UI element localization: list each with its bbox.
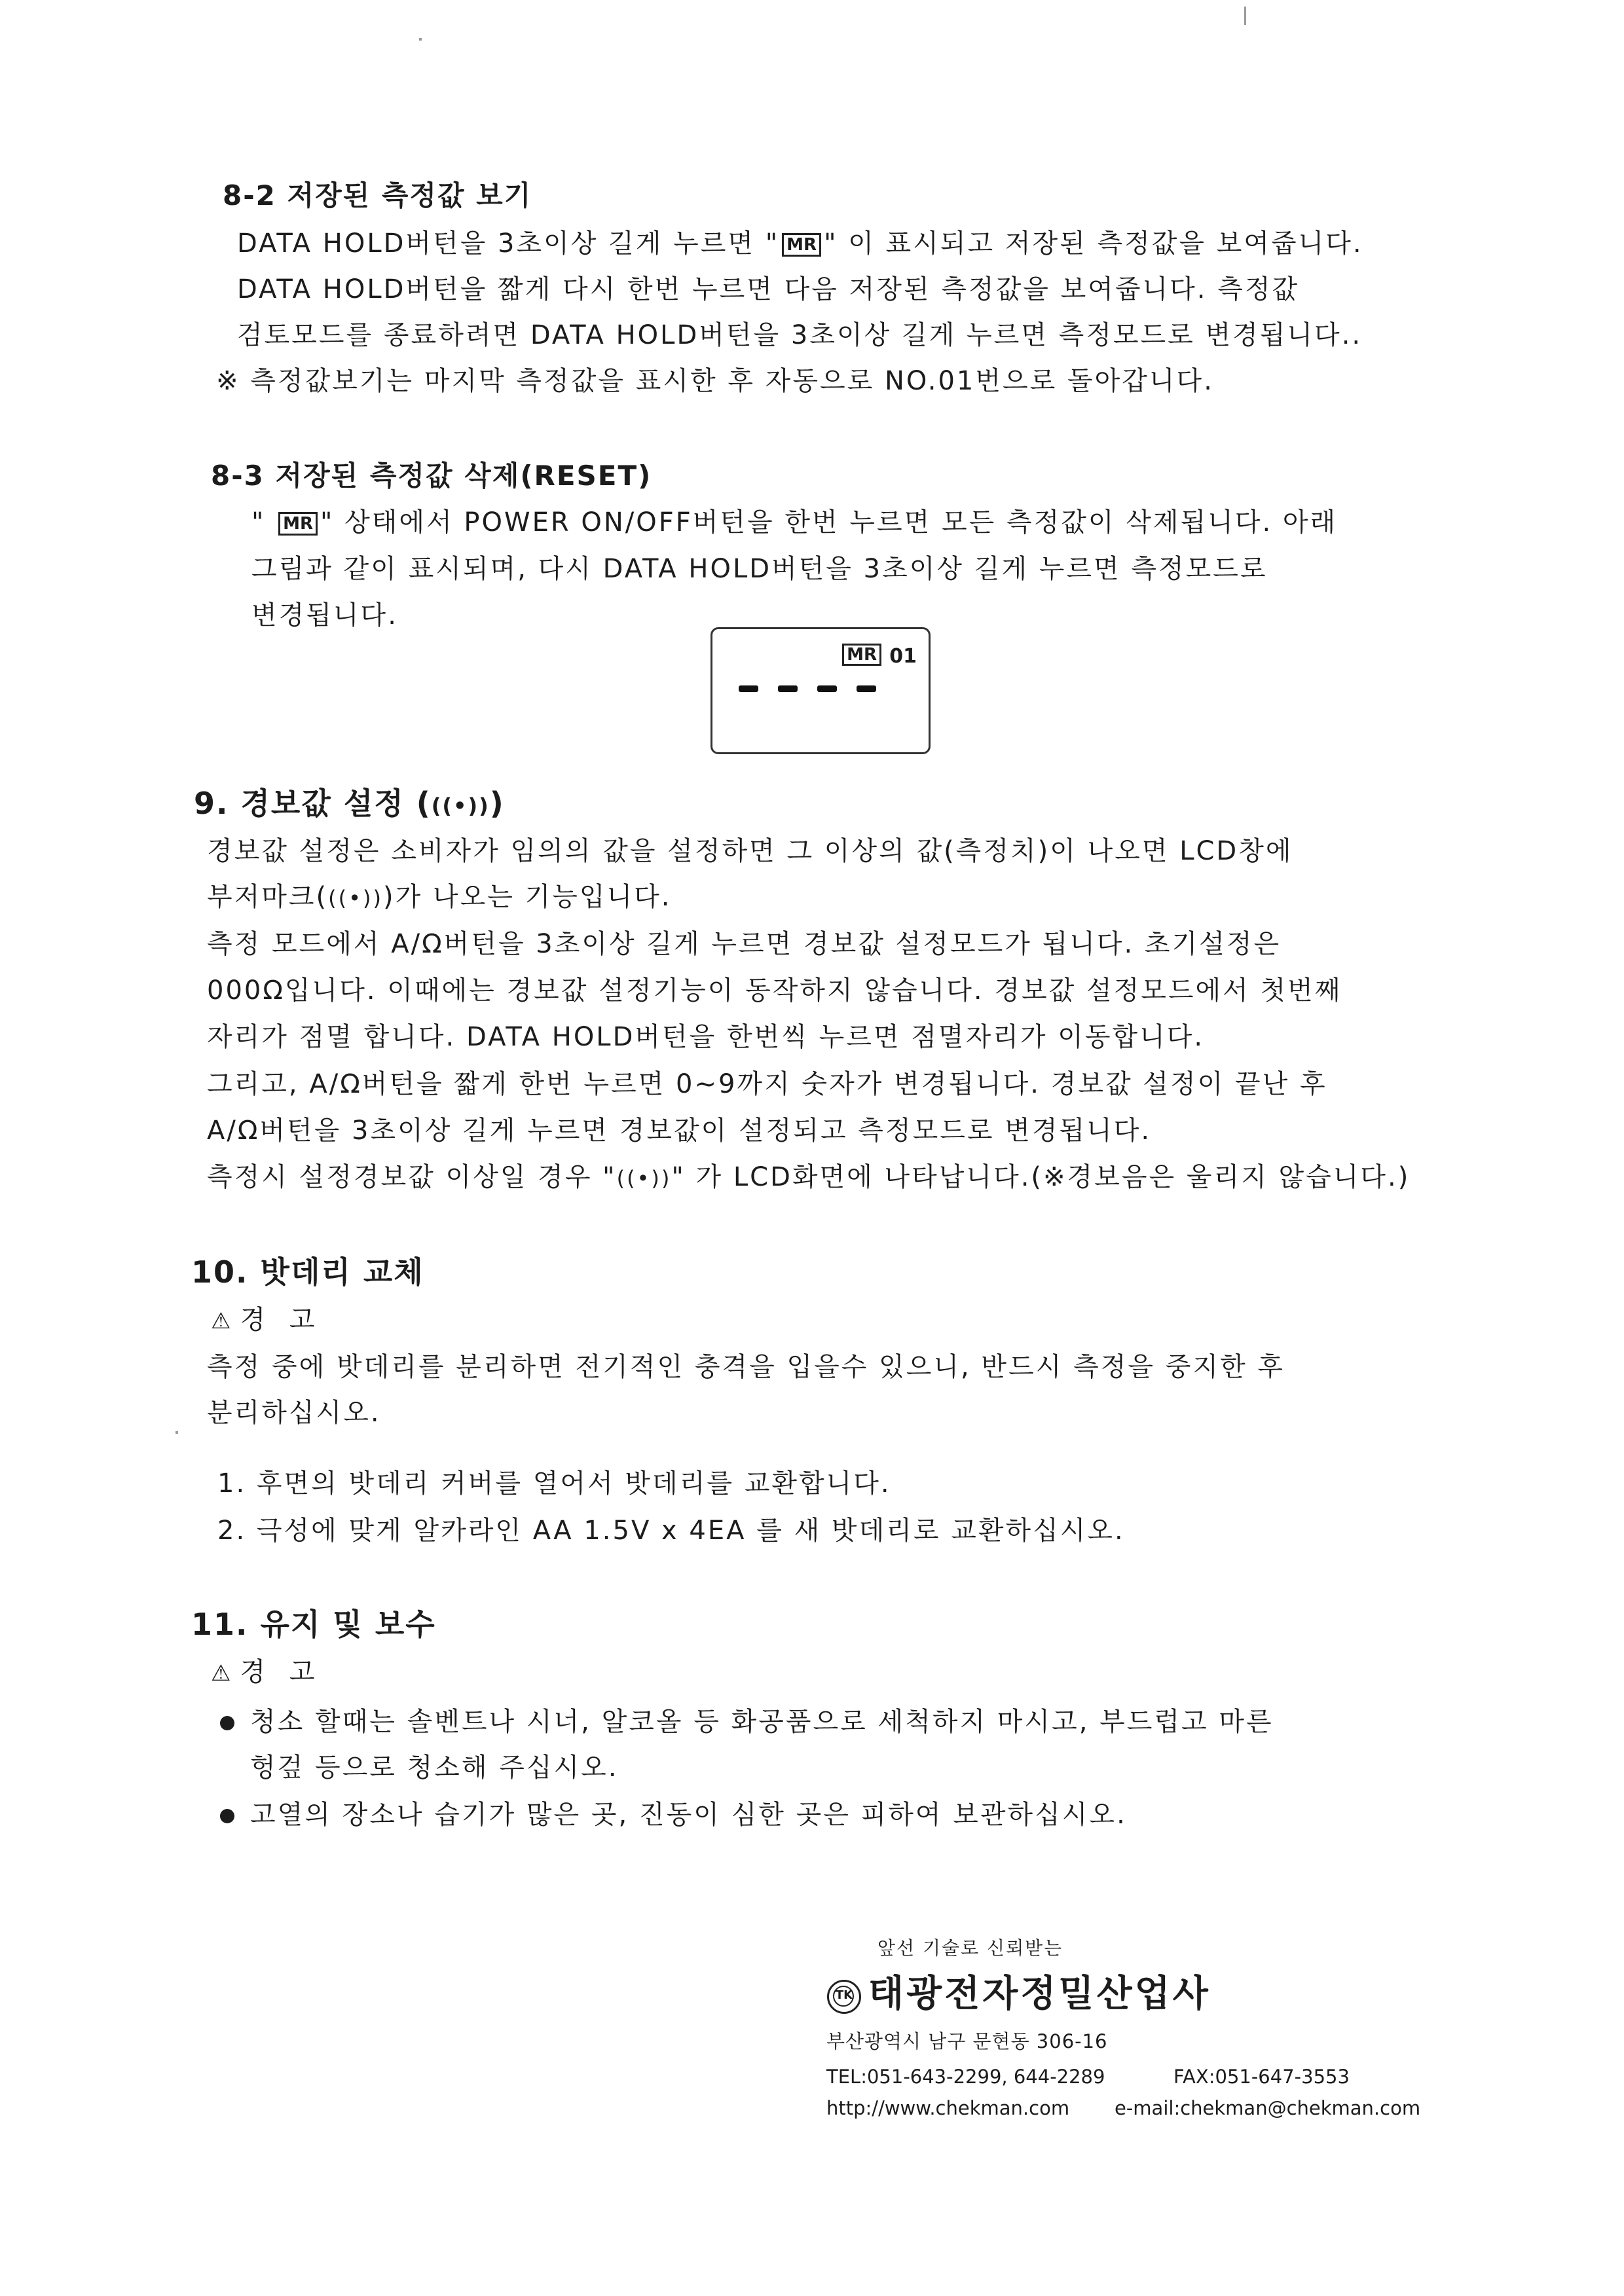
lcd-dash <box>739 685 758 692</box>
section-11-bullet-1 <box>220 1709 1274 1735</box>
lcd-mr-icon: MR <box>842 644 881 666</box>
line-text: 부저마크( <box>207 882 329 912</box>
logo-text: TK <box>835 1988 853 2002</box>
company-website[interactable]: http://www.chekman.com <box>826 2097 1070 2119</box>
company-name: 태광전자정밀산업사 <box>868 1973 1211 2015</box>
section-11-bullet-1-cont: 헝겊 등으로 청소해 주십시오. <box>250 1753 619 1783</box>
warning-label: 경 고 <box>240 1657 323 1687</box>
company-tel: TEL:051-643-2299, 644-2289 <box>826 2066 1105 2088</box>
section-11-bullet-2 <box>220 1802 1127 1828</box>
line-text: DATA HOLD버턴을 3초이상 길게 누르면 " <box>237 228 780 259</box>
section-9-title <box>194 786 505 821</box>
section-8-2-line-2: DATA HOLD버턴을 짧게 다시 한번 누르면 다음 저장된 측정값을 보여줍니다. 측정값 <box>237 274 1300 304</box>
section-8-3-title: 8-3 저장된 측정값 삭제(RESET) <box>211 460 652 492</box>
line-text: " 가 LCD화면에 나타납니다.(※경보음은 울리지 않습니다.) <box>671 1162 1411 1192</box>
buzzer-icon: ((•)) <box>328 886 383 911</box>
line-text: )가 나오는 기능입니다. <box>382 882 672 912</box>
section-8-2-note: ※ 측정값보기는 마지막 측정값을 표시한 후 자동으로 NO.01번으로 돌아갑니다. <box>216 366 1214 396</box>
section-10-step-1: 1. 후면의 밧데리 커버를 열어서 밧데리를 교환합니다. <box>217 1468 891 1499</box>
section-11-title: 11. 유지 및 보수 <box>191 1607 436 1642</box>
section-10-warning-line-2: 분리하십시오. <box>207 1398 381 1428</box>
company-logo-icon <box>827 1980 861 2014</box>
section-10-warning-line-1: 측정 중에 밧데리를 분리하면 전기적인 충격을 입을수 있으니, 반드시 측정을 중지한 후 <box>207 1352 1285 1382</box>
section-9-line-3: 측정 모드에서 A/Ω버턴을 3초이상 길게 누르면 경보값 설정모드가 됩니다. 초기설정은 <box>207 929 1282 959</box>
section-10-step-2: 2. 극성에 맞게 알카라인 AA 1.5V x 4EA 를 새 밧데리로 교환하십시오. <box>217 1516 1125 1546</box>
section-8-3-line-2: 그림과 같이 표시되며, 다시 DATA HOLD버턴을 3초이상 길게 누르면 측정모드로 <box>251 554 1268 584</box>
section-9-line-1: 경보값 설정은 소비자가 임의의 값을 설정하면 그 이상의 값(측정치)이 나오면 LCD창에 <box>207 836 1293 866</box>
section-10-warning <box>211 1307 322 1333</box>
mr-indicator-icon: MR <box>278 512 318 536</box>
bullet-icon <box>220 1809 234 1823</box>
lcd-dash <box>817 685 837 692</box>
buzzer-icon: ((•)) <box>616 1166 672 1191</box>
scan-speck <box>175 1431 178 1434</box>
line-text: " <box>251 507 276 538</box>
lcd-display-illustration <box>710 627 931 754</box>
mr-indicator-icon: MR <box>782 233 821 257</box>
line-text: 측정시 설정경보값 이상일 경우 " <box>207 1162 617 1192</box>
section-9-line-4: 000Ω입니다. 이때에는 경보값 설정기능이 동작하지 않습니다. 경보값 설정모드에서 첫번째 <box>207 975 1342 1006</box>
bullet-text: 고열의 장소나 습기가 많은 곳, 진동이 심한 곳은 피하여 보관하십시오. <box>250 1800 1127 1830</box>
title-text: 9. 경보값 설정 ( <box>194 786 432 821</box>
title-text: ) <box>489 786 505 821</box>
section-8-3-line-1 <box>251 509 1337 536</box>
section-8-2-line-1 <box>237 230 1363 257</box>
company-email[interactable]: e-mail:chekman@chekman.com <box>1115 2097 1421 2119</box>
warning-icon: ⚠ <box>211 1660 231 1686</box>
company-slogan: 앞선 기술로 신뢰받는 <box>877 1937 1063 1959</box>
section-9-line-6: 그리고, A/Ω버턴을 짧게 한번 누르면 0~9까지 숫자가 변경됩니다. 경보값 설정이 끝난 후 <box>207 1069 1327 1099</box>
warning-icon: ⚠ <box>211 1308 231 1334</box>
lcd-memory-number: 01 <box>889 645 917 668</box>
section-8-3-line-3: 변경됩니다. <box>251 600 398 630</box>
warning-label: 경 고 <box>240 1305 323 1335</box>
section-10-title: 10. 밧데리 교체 <box>191 1254 424 1290</box>
scan-speck <box>419 38 422 41</box>
lcd-dash <box>857 685 876 692</box>
section-9-line-2 <box>207 884 672 910</box>
scan-speck <box>1244 7 1246 25</box>
line-text: " 이 표시되고 저장된 측정값을 보여줍니다. <box>824 228 1363 259</box>
section-9-line-7: A/Ω버턴을 3초이상 길게 누르면 경보값이 설정되고 측정모드로 변경됩니다. <box>207 1116 1152 1146</box>
lcd-dash <box>778 685 798 692</box>
section-11-warning <box>211 1659 322 1685</box>
bullet-icon <box>220 1716 234 1730</box>
section-8-2-line-3: 검토모드를 종료하려면 DATA HOLD버턴을 3초이상 길게 누르면 측정모드로 변경됩니다.. <box>237 320 1363 350</box>
company-fax: FAX:051-647-3553 <box>1173 2066 1350 2088</box>
section-9-line-8 <box>207 1164 1410 1190</box>
bullet-text: 청소 할때는 솔벤트나 시너, 알코올 등 화공품으로 세척하지 마시고, 부드럽고 마른 <box>250 1707 1274 1737</box>
section-8-2-title: 8-2 저장된 측정값 보기 <box>223 179 532 211</box>
buzzer-icon: ((•)) <box>431 793 490 818</box>
section-9-line-5: 자리가 점멸 합니다. DATA HOLD버턴을 한번씩 누르면 점멸자리가 이동합니다. <box>207 1022 1205 1052</box>
company-address: 부산광역시 남구 문현동 306-16 <box>826 2030 1108 2052</box>
line-text: " 상태에서 POWER ON/OFF버턴을 한번 누르면 모든 측정값이 삭제됩니다. 아래 <box>320 507 1338 538</box>
